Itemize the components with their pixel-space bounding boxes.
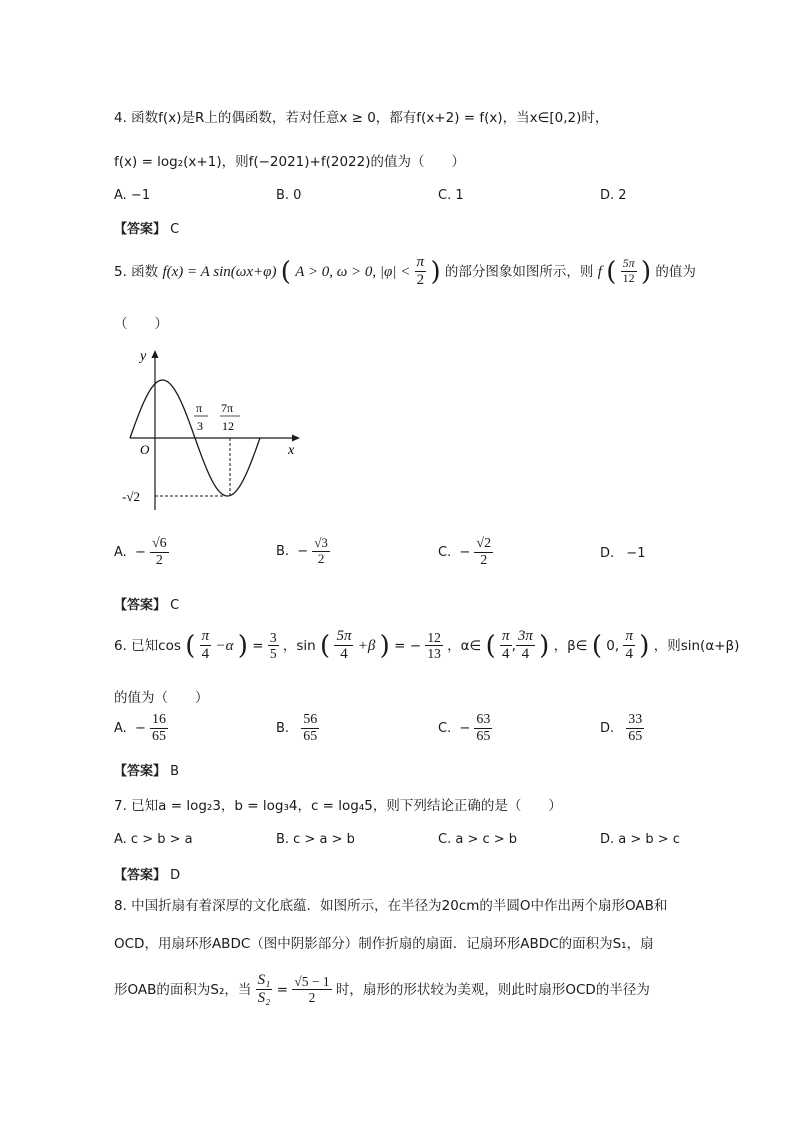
frac-num: 33 xyxy=(626,712,644,729)
option-sign: − xyxy=(459,721,471,737)
answer-value: B xyxy=(170,764,180,779)
q6-sin: ，sin xyxy=(282,637,316,654)
frac-den: 2 xyxy=(480,553,488,569)
q5-option-b xyxy=(276,536,330,567)
option-letter: B. xyxy=(276,721,290,737)
q4-line1: 4. 函数f(x)是R上的偶函数，若对任意x ≥ 0，都有f(x+2) = f(x)，当x∈[0,2)时， xyxy=(114,110,609,126)
option-letter: D. xyxy=(600,546,615,561)
frac-num: 5π xyxy=(334,628,353,646)
option-fraction xyxy=(626,712,644,745)
q5-paren-open: ( xyxy=(280,256,291,287)
frac-den: 65 xyxy=(151,729,166,745)
q6-option-c xyxy=(438,712,492,745)
tick1-num: π xyxy=(196,401,203,415)
tick2-num: 7π xyxy=(221,401,234,415)
frac-num: 3π xyxy=(516,628,535,646)
option-fraction xyxy=(474,712,492,745)
frac-num: S₁ xyxy=(256,972,273,990)
option-fraction xyxy=(301,712,319,745)
frac-num: √2 xyxy=(474,536,493,553)
answer-value: C xyxy=(170,222,180,237)
frac-den: S₂ xyxy=(257,990,271,1007)
paren-close: ) xyxy=(379,630,390,661)
origin-label: O xyxy=(140,442,150,457)
answer-value: D xyxy=(170,868,181,883)
answer-tag: 【答案】 xyxy=(114,222,167,237)
q5-paren2-open: ( xyxy=(606,256,617,287)
zero-comma: 0, xyxy=(606,637,620,654)
frac-den: 4 xyxy=(201,646,210,663)
frac-den: 2 xyxy=(155,553,163,569)
q6-line2: 的值为（ ） xyxy=(114,690,209,706)
q5-text-f: 的值为 xyxy=(655,263,696,280)
q5-sine-graph xyxy=(120,340,310,520)
frac-num: π xyxy=(623,628,635,646)
q5-function: f(x) = A sin(ωx+φ) xyxy=(162,263,277,280)
q4-line2: f(x) = log₂(x+1)，则f(−2021)+f(2022)的值为（ ） xyxy=(114,154,465,170)
q6-option-b xyxy=(276,712,319,745)
q7-option-c: C. a > c > b xyxy=(438,832,518,847)
beta-in: ，β∈ xyxy=(553,637,588,654)
q5-option-d xyxy=(600,546,645,561)
frac-num: 12 xyxy=(427,629,441,645)
option-letter: D. xyxy=(600,721,615,737)
comma: , xyxy=(511,637,516,654)
frac-den: 4 xyxy=(625,646,633,663)
q5-conditions: A > 0, ω > 0, |φ| < xyxy=(295,263,411,280)
answer-tag: 【答案】 xyxy=(114,868,167,883)
option-sign: − xyxy=(459,545,471,561)
frac-den: 2 xyxy=(416,272,425,289)
q5-text-a: 5. 函数 xyxy=(114,263,159,280)
x-axis-arrow xyxy=(292,435,300,442)
q5-5pi-over-12 xyxy=(621,257,637,286)
option-letter: C. xyxy=(438,545,452,561)
frac-num: π xyxy=(415,254,427,272)
paren-open: ( xyxy=(320,630,331,661)
option-sign: − xyxy=(297,543,309,559)
frac-den: 4 xyxy=(502,646,510,663)
frac-num: 56 xyxy=(301,712,319,729)
q6-line1 xyxy=(114,628,739,664)
pi-over-4 xyxy=(500,628,512,664)
option-fraction xyxy=(312,536,330,567)
q5-answer xyxy=(114,594,179,613)
twelve-thirteenths xyxy=(425,630,443,662)
option-sign: − xyxy=(134,721,146,737)
option-fraction xyxy=(150,536,169,569)
frac-den: 12 xyxy=(622,271,635,286)
paren-open: ( xyxy=(591,630,602,661)
golden-ratio xyxy=(292,974,331,1006)
frac-den: 65 xyxy=(628,729,643,745)
y-axis-label: y xyxy=(140,349,147,364)
plus-beta: +β xyxy=(357,637,376,654)
q7-option-d: D. a > b > c xyxy=(600,832,680,847)
q4-answer xyxy=(114,218,179,237)
q5-paren2-close: ) xyxy=(640,256,652,287)
three-fifths xyxy=(268,630,279,662)
paren-open: ( xyxy=(485,630,496,661)
q5-f: f xyxy=(597,263,602,280)
frac-den: 65 xyxy=(303,729,318,745)
frac-den: 65 xyxy=(476,729,491,745)
frac-den: 4 xyxy=(521,646,530,663)
option-letter: A. xyxy=(114,721,127,737)
answer-tag: 【答案】 xyxy=(114,764,167,779)
q4-option-c: C. 1 xyxy=(438,188,464,203)
option-sign: − xyxy=(134,545,146,561)
q4-option-d: D. 2 xyxy=(600,188,627,203)
q7-line1: 7. 已知a = log₂3，b = log₃4，c = log₄5，则下列结论正确的是（ ） xyxy=(114,798,562,814)
frac-den: 13 xyxy=(427,646,441,662)
answer-value: C xyxy=(170,598,180,613)
equals: = xyxy=(276,981,288,998)
q6-text-a: 6. 已知cos xyxy=(114,637,181,654)
x-axis-label: x xyxy=(288,443,295,458)
alpha-in: ，α∈ xyxy=(447,637,482,654)
q8-text-b: 时，扇形的形状较为美观，则此时扇形OCD的半径为 xyxy=(335,981,650,998)
frac-num: 16 xyxy=(150,712,168,729)
frac-den: 2 xyxy=(308,990,316,1006)
paren-close: ) xyxy=(237,630,248,661)
q8-text-a: 形OAB的面积为S₂，当 xyxy=(114,981,252,998)
frac-den: 4 xyxy=(340,646,348,663)
tick1-den: 3 xyxy=(197,419,203,433)
paren-close: ) xyxy=(639,630,650,661)
q4-option-a: A. −1 xyxy=(114,188,151,203)
paren-open: ( xyxy=(185,630,196,661)
q7-option-a: A. c > b > a xyxy=(114,832,193,847)
q6-text-i: ，则sin(α+β) xyxy=(653,637,740,654)
q5-line1 xyxy=(114,254,696,290)
option-fraction xyxy=(150,712,168,745)
frac-den: 5 xyxy=(269,646,277,662)
pi-over-4 xyxy=(200,628,212,664)
answer-tag: 【答案】 xyxy=(114,598,167,613)
option-letter: C. xyxy=(438,721,452,737)
pi-over-4 xyxy=(623,628,635,664)
q8-line2: OCD，用扇环形ABDC（图中阴影部分）制作折扇的扇面．记扇环形ABDC的面积为S₁，扇 xyxy=(114,936,654,952)
y-axis-arrow xyxy=(152,350,159,358)
equals: = xyxy=(252,637,264,654)
option-letter: A. xyxy=(114,545,127,561)
5pi-over-4 xyxy=(334,628,353,664)
q7-option-b: B. c > a > b xyxy=(276,832,355,847)
frac-num: 63 xyxy=(474,712,492,729)
q8-line1: 8. 中国折扇有着深厚的文化底蕴．如图所示，在半径为20cm的半圆O中作出两个扇形OAB和 xyxy=(114,898,668,914)
q7-answer xyxy=(114,864,180,883)
option-fraction xyxy=(474,536,493,569)
frac-num: √3 xyxy=(314,535,328,550)
q8-line3 xyxy=(114,972,650,1008)
option-text: −1 xyxy=(626,546,646,561)
frac-den: 2 xyxy=(317,550,325,566)
q5-text-d: 的部分图象如图所示，则 xyxy=(444,263,594,280)
3pi-over-4 xyxy=(516,628,535,664)
q6-option-a xyxy=(114,712,168,745)
frac-num: √6 xyxy=(150,536,169,553)
frac-num: 3 xyxy=(269,629,277,645)
q5-option-c xyxy=(438,536,493,569)
q5-paren-close: ) xyxy=(430,256,441,287)
minus-alpha: −α xyxy=(215,637,234,654)
frac-num: 5π xyxy=(622,256,635,271)
tick2-den: 12 xyxy=(222,419,234,433)
option-letter: B. xyxy=(276,543,290,559)
q5-paren-blank: （ ） xyxy=(114,316,168,332)
q4-option-b: B. 0 xyxy=(276,188,302,203)
q6-option-d xyxy=(600,712,644,745)
equals-minus: = − xyxy=(394,637,422,654)
paren-close: ) xyxy=(539,630,550,661)
q5-pi-over-2 xyxy=(415,254,427,290)
q5-option-a xyxy=(114,536,169,569)
frac-num: π xyxy=(500,628,512,646)
s1-over-s2 xyxy=(256,972,273,1008)
frac-num: √5 − 1 xyxy=(294,973,330,989)
frac-num: π xyxy=(200,628,212,646)
min-label: -√2 xyxy=(122,489,140,504)
q6-answer xyxy=(114,760,179,779)
